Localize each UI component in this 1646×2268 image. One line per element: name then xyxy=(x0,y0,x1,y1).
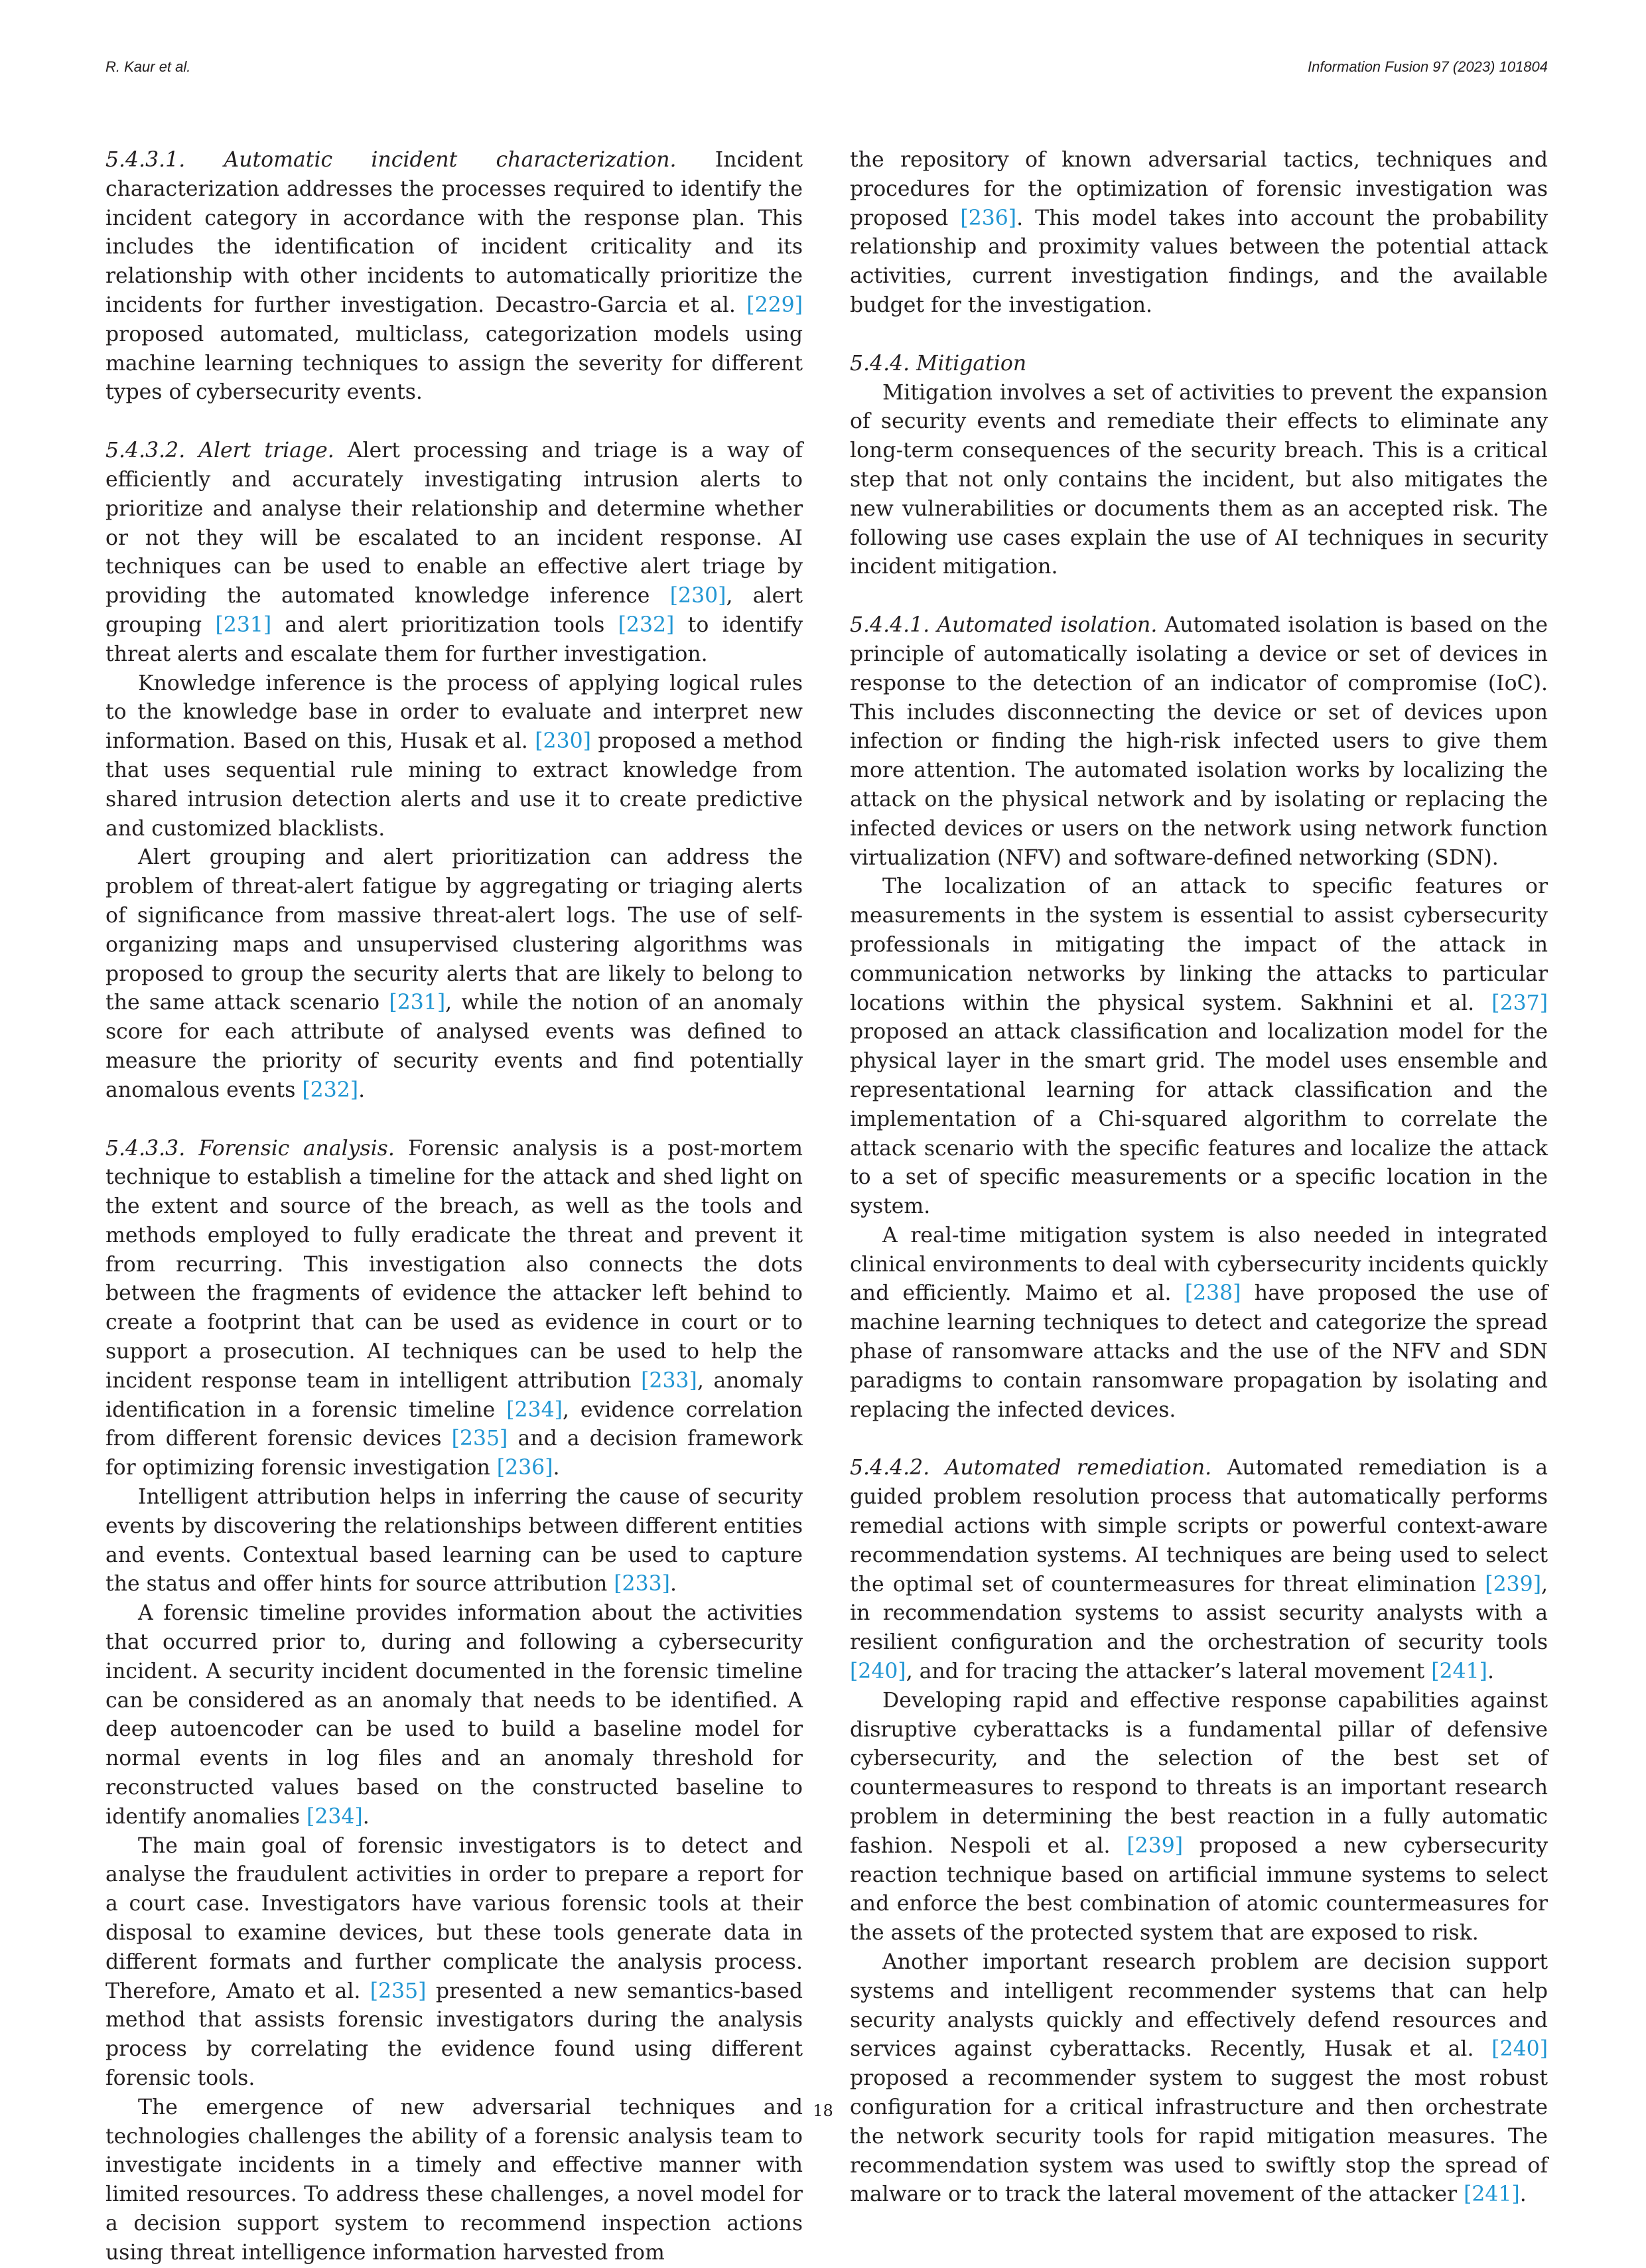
citation-link[interactable]: [232] xyxy=(618,612,675,637)
paragraph-text: , anomaly identification in a forensic timeline xyxy=(105,1368,803,1422)
paragraph-text: A forensic timeline provides information about the activities that occurred prior to, during and following a cybersecurity incident. A security incident documented in the forensic timeline can be considered as an anomaly that needs to be identified. A deep autoencoder can be used to build a baseline model for normal events in log files and an anomaly threshold for reconstructed values based on the constructed baseline to identify anomalies xyxy=(105,1601,803,1829)
paragraph-realtime-mitigation xyxy=(850,1222,1548,1425)
citation-link[interactable]: [234] xyxy=(506,1397,563,1422)
paragraph-automated-isolation xyxy=(850,611,1548,873)
paragraph-text: Alert processing and triage is a way of efficiently and accurately investigating intrusion alerts to prioritize and analyse their relationship and determine whether or not they will be escalated to an incident response. AI techniques can be used to enable an effective alert triage by providing the automated knowledge inference xyxy=(105,439,803,608)
citation-link[interactable]: [235] xyxy=(370,1979,427,2003)
paragraph-text: , evidence correlation from different forensic devices xyxy=(105,1397,803,1451)
paragraph-text: A real-time mitigation system is also needed in integrated clinical environments to deal with cybersecurity incidents quickly and efficiently. Maimo et al. xyxy=(850,1223,1548,1306)
citation-link[interactable]: [236] xyxy=(960,206,1017,230)
citation-link[interactable]: [241] xyxy=(1431,1660,1487,1684)
paragraph-text: , in recommendation systems to assist security analysts with a resilient configuration and the orchestration of security tools xyxy=(850,1572,1548,1655)
paragraph-text: , and for tracing the attacker’s lateral movement xyxy=(906,1660,1432,1684)
page-number: 18 xyxy=(813,2101,833,2120)
right-column xyxy=(850,146,1548,2210)
citation-link[interactable]: [240] xyxy=(850,1660,906,1684)
paragraph-attack-localization xyxy=(850,873,1548,1222)
paragraph-knowledge-inference xyxy=(105,670,803,844)
paragraph-text: presented a new semantics-based method that assists forensic investigators during the analysis process by correlating the evidence found using different forensic tools. xyxy=(105,1979,803,2090)
paragraph-text: . xyxy=(1519,2182,1527,2207)
subsection-heading: 5.4.4.1. Automated isolation. xyxy=(850,613,1158,638)
citation-link[interactable]: [241] xyxy=(1464,2182,1520,2207)
paragraph-forensic-investigators xyxy=(105,1832,803,2093)
paragraph-text: . This model takes into account the probability relationship and proximity values between the potential attack activities, current investigation findings, and the available budget for the investigation. xyxy=(850,206,1548,317)
paragraph-text: Knowledge inference is the process of applying logical rules to the knowledge base in order to evaluate and interpret new information. Based on this, Husak et al. xyxy=(105,671,803,754)
citation-link[interactable]: [238] xyxy=(1184,1281,1241,1306)
paragraph-text: . xyxy=(669,1572,677,1596)
paragraph-text: Incident characterization addresses the processes required to identify the incident category in accordance with the response plan. This includes the identification of incident criticality and its relationship with other incidents to automatically prioritize the incidents for further investigation. Decastro-Garcia et al. xyxy=(105,148,803,317)
left-column xyxy=(105,146,803,2268)
paragraph-mitigation-intro xyxy=(850,379,1548,583)
paragraph-forensic-analysis xyxy=(105,1135,803,1484)
subsection-heading: 5.4.3.1. Automatic incident characterization. xyxy=(105,148,677,172)
paragraph-text: Intelligent attribution helps in inferring the cause of security events by discovering the relationships between different entities and events. Contextual based learning can be used to capture the status and offer hints for source attribution xyxy=(105,1485,803,1596)
paragraph-continued-decision-support xyxy=(850,146,1548,320)
paragraph-text: Automated isolation is based on the principle of automatically isolating a device or set of devices in response to the detection of an indicator of compromise (IoC). This includes disconnecting the device or set of devices upon infection or finding the high-risk infected users to give them more attention. The automated isolation works by localizing the attack on the physical network and by isolating or replacing the infected devices or users on the network using network function virtualization (NFV) and software-defined networking (SDN). xyxy=(850,613,1548,870)
subsection-heading: 5.4.3.2. Alert triage. xyxy=(105,439,334,463)
citation-link[interactable]: [230] xyxy=(535,729,591,754)
citation-link[interactable]: [233] xyxy=(641,1368,697,1393)
paragraph-text: Mitigation involves a set of activities to prevent the expansion of security events and remediate their effects to eliminate any long-term consequences of the security breach. This is a critical step that not only contains the incident, but also mitigates the new vulnerabilities or documents them as an accepted risk. The following use cases explain the use of AI techniques in security incident mitigation. xyxy=(850,380,1548,579)
paragraph-text: . xyxy=(362,1804,370,1829)
paragraph-text: the repository of known adversarial tactics, techniques and procedures for the optimization of forensic investigation was proposed xyxy=(850,148,1548,230)
paragraph-text: Developing rapid and effective response capabilities against disruptive cyberattacks is a fundamental pillar of defensive cybersecurity, and the selection of the best set of countermeasures to respond to threats is an important research problem in determining the best reaction in a fully automatic fashion. Nespoli et al. xyxy=(850,1688,1548,1858)
running-header-authors: R. Kaur et al. xyxy=(105,58,191,75)
citation-link[interactable]: [240] xyxy=(1491,2037,1548,2062)
section-heading-mitigation: 5.4.4. Mitigation xyxy=(850,351,1027,376)
paragraph-text: to identify threat alerts and escalate them for further investigation. xyxy=(105,612,803,666)
citation-link[interactable]: [231] xyxy=(215,612,272,637)
citation-link[interactable]: [233] xyxy=(614,1572,670,1596)
paragraph-alert-grouping xyxy=(105,843,803,1105)
paragraph-text: Forensic analysis is a post-mortem technique to establish a timeline for the attack and shed light on the extent and source of the breach, as well as the tools and methods employed to fully eradicate the threat and prevent it from recurring. This investigation also connects the dots between the fragments of evidence the attacker left behind to create a footprint that can be used as evidence in court or to support a prosecution. AI techniques can be used to help the incident response team in intelligent attribution xyxy=(105,1136,803,1393)
paragraph-forensic-timeline xyxy=(105,1599,803,1831)
paragraph-text: . xyxy=(1487,1660,1494,1684)
paragraph-text: , alert grouping xyxy=(105,584,803,637)
paragraph-text: Alert grouping and alert prioritization can address the problem of threat-alert fatigue by aggregating or triaging alerts of significance from massive threat-alert logs. The use of self-organizing maps and unsupervised clustering algorithms was proposed to group the security alerts that are likely to belong to the same attack scenario xyxy=(105,845,803,1015)
citation-link[interactable]: [235] xyxy=(451,1427,508,1451)
citation-link[interactable]: [230] xyxy=(669,584,726,608)
paragraph-text: The localization of an attack to specific features or measurements in the system is essential to assist cybersecurity professionals in mitigating the impact of the attack in communication networks by linking the attacks to particular locations within the physical system. Sakhnini et al. xyxy=(850,875,1548,1015)
paragraph-text: The main goal of forensic investigators is to detect and analyse the fraudulent activities in order to prepare a report for a court case. Investigators have various forensic tools at their disposal to examine devices, but these tools generate data in different formats and further complicate the analysis process. Therefore, Amato et al. xyxy=(105,1833,803,2003)
paragraph-automated-remediation xyxy=(850,1454,1548,1686)
paragraph-text: , while the notion of an anomaly score for each attribute of analysed events was defined to measure the priority of security events and find potentially anomalous events xyxy=(105,991,803,1102)
paragraph-text: proposed a method that uses sequential rule mining to extract knowledge from shared intrusion detection alerts and use it to create predictive and customized blacklists. xyxy=(105,729,803,841)
paragraph-text: Another important research problem are decision support systems and intelligent recommender systems that can help security analysts quickly and effectively defend resources and services against cyberattacks. Recently, Husak et al. xyxy=(850,1950,1548,2062)
paragraph-text: The emergence of new adversarial techniques and technologies challenges the ability of a forensic analysis team to investigate incidents in a timely and effective manner with limited resources. To address these challenges, a novel model for a decision support system to recommend inspection actions using threat intelligence information harvested from xyxy=(105,2095,803,2265)
citation-link[interactable]: [239] xyxy=(1127,1833,1184,1858)
paragraph-alert-triage xyxy=(105,437,803,669)
citation-link[interactable]: [236] xyxy=(496,1456,553,1480)
citation-link[interactable]: [237] xyxy=(1491,991,1548,1015)
paragraph-recommender-systems xyxy=(850,1948,1548,2210)
citation-link[interactable]: [234] xyxy=(307,1804,363,1829)
paragraph-incident-characterization xyxy=(105,146,803,407)
paragraph-text: and a decision framework for optimizing forensic investigation xyxy=(105,1427,803,1480)
citation-link[interactable]: [231] xyxy=(389,991,446,1015)
citation-link[interactable]: [239] xyxy=(1485,1572,1541,1596)
paragraph-text: proposed a recommender system to suggest the most robust configuration for a critical infrastructure and then orchestrate the network security tools for rapid mitigation measures. The recommendation system was used to swiftly stop the spread of malware or to track the lateral movement of the attacker xyxy=(850,2066,1548,2207)
paragraph-text: proposed an attack classification and localization model for the physical layer in the smart grid. The model uses ensemble and representational learning for attack classification and the implementation of a Chi-squared algorithm to correlate the attack scenario with the specific features and localize the attack to a set of specific measurements or a specific location in the system. xyxy=(850,1020,1548,1219)
paragraph-text: and alert prioritization tools xyxy=(271,612,618,637)
paragraph-text: proposed automated, multiclass, categorization models using machine learning techniques to assign the severity for different types of cybersecurity events. xyxy=(105,322,803,405)
running-header-journal: Information Fusion 97 (2023) 101804 xyxy=(1307,58,1548,75)
subsection-heading: 5.4.4.2. Automated remediation. xyxy=(850,1456,1212,1480)
paragraph-rapid-response xyxy=(850,1687,1548,1948)
paragraph-intelligent-attribution xyxy=(105,1483,803,1599)
paragraph-text: proposed a new cybersecurity reaction technique based on artificial immune systems to select and enforce the best combination of atomic countermeasures for the assets of the protected system that are exposed to risk. xyxy=(850,1833,1548,1946)
citation-link[interactable]: [232] xyxy=(302,1078,359,1102)
paragraph-text: . xyxy=(358,1078,366,1102)
paragraph-text: . xyxy=(553,1456,560,1480)
paragraph-text: have proposed the use of machine learning techniques to detect and categorize the spread phase of ransomware attacks and the use of the NFV and SDN paradigms to contain ransomware propagation by isolating and replacing the infected devices. xyxy=(850,1281,1548,1422)
paragraph-text: Automated remediation is a guided problem resolution process that automatically performs remedial actions with simple scripts or powerful context-aware recommendation systems. AI techniques are being used to select the optimal set of countermeasures for threat elimination xyxy=(850,1456,1548,1596)
citation-link[interactable]: [229] xyxy=(746,293,803,317)
subsection-heading: 5.4.3.3. Forensic analysis. xyxy=(105,1136,395,1161)
